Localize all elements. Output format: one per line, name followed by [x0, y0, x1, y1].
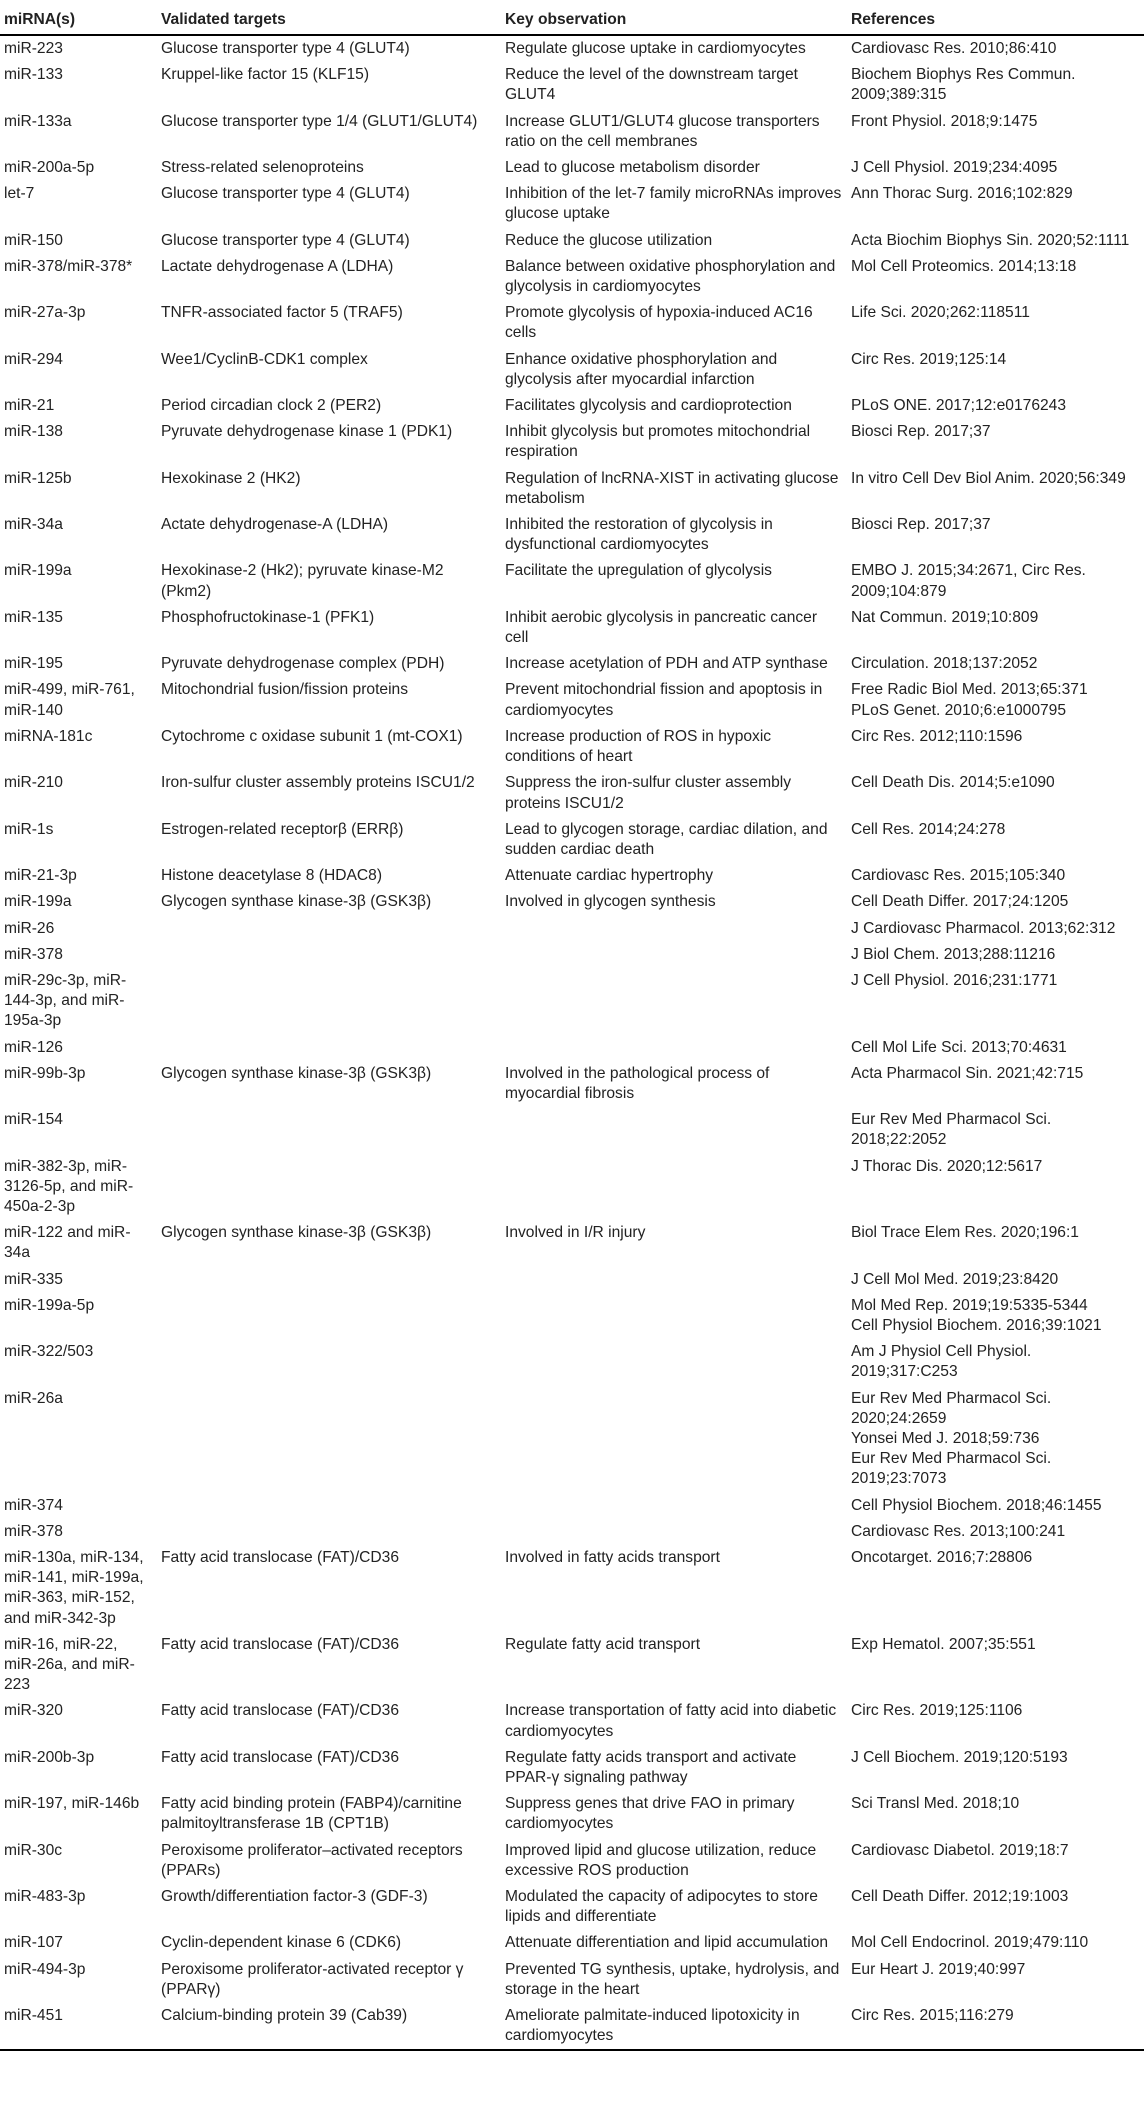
observation-cell: Inhibition of the let-7 family microRNAs improves glucose uptake [505, 185, 842, 223]
table-row [0, 1061, 1144, 1107]
reference-cell: EMBO J. 2015;34:2671, Circ Res. 2009;104:879 [851, 562, 1086, 600]
observation-cell: Involved in the pathological process of myocardial fibrosis [505, 1064, 770, 1102]
table-row [0, 863, 1144, 889]
observation-cell: Facilitate the upregulation of glycolysis [505, 562, 772, 580]
mirna-cell: miR-125b [4, 469, 72, 487]
table-row [0, 181, 1144, 227]
mirna-cell: miR-150 [4, 231, 63, 249]
target-cell: Phosphofructokinase-1 (PFK1) [161, 608, 375, 626]
observation-cell: Increase transportation of fatty acid into diabetic cardiomyocytes [505, 1702, 837, 1740]
observation-cell [501, 1293, 847, 1339]
target-cell: Glycogen synthase kinase-3β (GSK3β) [161, 1224, 432, 1242]
mirna-cell: miR-154 [4, 1111, 63, 1129]
header-key-observation: Key observation [501, 0, 847, 35]
target-cell: Calcium-binding protein 39 (Cab39) [161, 2007, 408, 2025]
target-cell: Cyclin-dependent kinase 6 (CDK6) [161, 1934, 402, 1952]
mirna-cell: miR-335 [4, 1270, 63, 1288]
mirna-cell: miR-133 [4, 66, 63, 84]
reference-cell: Exp Hematol. 2007;35:551 [851, 1635, 1036, 1653]
target-cell: Kruppel-like factor 15 (KLF15) [161, 66, 370, 84]
table-row [0, 300, 1144, 346]
table-row [0, 942, 1144, 968]
table-row [0, 62, 1144, 108]
table-row [0, 1267, 1144, 1293]
target-cell: Glucose transporter type 1/4 (GLUT1/GLUT4) [161, 112, 478, 130]
reference-cell: Cell Death Differ. 2012;19:1003 [851, 1888, 1069, 1906]
mirna-cell: miR-26a [4, 1389, 63, 1407]
observation-cell: Balance between oxidative phosphorylation and glycolysis in cardiomyocytes [505, 257, 836, 296]
table-row [0, 1220, 1144, 1266]
mirna-cell: miR-122 and miR-34a [4, 1224, 131, 1262]
reference-cell: Cell Res. 2014;24:278 [851, 820, 1006, 838]
reference-cell: Cell Mol Life Sci. 2013;70:4631 [851, 1038, 1067, 1056]
target-cell: Estrogen-related receptorβ (ERRβ) [161, 820, 404, 838]
reference-cell: Circ Res. 2019;125:14 [851, 350, 1007, 368]
target-cell [157, 1386, 501, 1493]
reference-cell: Mol Med Rep. 2019;19:5335-5344 Cell Physiol Biochem. 2016;39:1021 [851, 1296, 1102, 1334]
table-row [0, 916, 1144, 942]
mirna-cell: miR-378/miR-378* [4, 257, 133, 275]
reference-cell: Mol Cell Proteomics. 2014;13:18 [851, 257, 1077, 275]
target-cell: Lactate dehydrogenase A (LDHA) [161, 257, 394, 275]
observation-cell: Facilitates glycolysis and cardioprotection [505, 397, 792, 415]
table-row [0, 254, 1144, 300]
observation-cell: Suppress the iron-sulfur cluster assembly proteins ISCU1/2 [505, 774, 792, 812]
table-header [0, 0, 1144, 35]
mirna-cell: miR-200a-5p [4, 159, 95, 177]
observation-cell: Suppress genes that drive FAO in primary cardiomyocytes [505, 1795, 795, 1833]
header-validated-targets: Validated targets [157, 0, 501, 35]
mirna-cell: miR-199a [4, 893, 72, 911]
reference-cell: Cell Death Differ. 2017;24:1205 [851, 893, 1069, 911]
table-row [0, 512, 1144, 558]
mirna-cell: miR-30c [4, 1841, 63, 1859]
target-cell: Pyruvate dehydrogenase complex (PDH) [161, 655, 445, 673]
target-cell: Fatty acid translocase (FAT)/CD36 [161, 1549, 400, 1566]
reference-cell: Life Sci. 2020;262:118511 [851, 304, 1030, 322]
reference-cell: Eur Rev Med Pharmacol Sci. 2020;24:2659 Yonsei Med J. 2018;59:736 Eur Rev Med Pharmacol Sci. 2019;23:7073 [851, 1389, 1052, 1488]
table-row [0, 1791, 1144, 1837]
mirna-cell: miR-135 [4, 608, 63, 626]
mirna-cell: miR-197, miR-146b [4, 1795, 140, 1813]
mirna-cell: miR-499, miR-761, miR-140 [4, 681, 135, 719]
reference-cell: Cardiovasc Res. 2010;86:410 [851, 40, 1057, 57]
target-cell: Glucose transporter type 4 (GLUT4) [161, 231, 410, 249]
target-cell: Wee1/CyclinB-CDK1 complex [161, 350, 368, 368]
mirna-cell: miR-16, miR-22, miR-26a, and miR-223 [4, 1635, 135, 1694]
target-cell: Hexokinase 2 (HK2) [161, 469, 301, 487]
header-references: References [847, 0, 1144, 35]
header-row [0, 0, 1144, 35]
table-row [0, 1035, 1144, 1061]
reference-cell: Ann Thorac Surg. 2016;102:829 [851, 185, 1073, 203]
observation-cell [501, 1035, 847, 1061]
target-cell [157, 1267, 501, 1293]
target-cell: Cytochrome c oxidase subunit 1 (mt-COX1) [161, 727, 463, 745]
observation-cell: Improved lipid and glucose utilization, reduce excessive ROS production [505, 1841, 817, 1879]
reference-cell: Circ Res. 2019;125:1106 [851, 1702, 1023, 1720]
reference-cell: Free Radic Biol Med. 2013;65:371 PLoS Genet. 2010;6:e1000795 [851, 681, 1088, 719]
table-row [0, 1545, 1144, 1632]
target-cell: Glycogen synthase kinase-3β (GSK3β) [161, 1064, 432, 1082]
mirna-cell: let-7 [4, 185, 35, 203]
reference-cell: J Cell Mol Med. 2019;23:8420 [851, 1270, 1059, 1288]
reference-cell: Eur Rev Med Pharmacol Sci. 2018;22:2052 [851, 1111, 1052, 1149]
reference-cell: Cardiovasc Diabetol. 2019;18:7 [851, 1841, 1069, 1859]
observation-cell [501, 916, 847, 942]
mirna-cell: miR-294 [4, 350, 63, 368]
mirna-cell: miR-494-3p [4, 1960, 86, 1978]
target-cell: Growth/differentiation factor-3 (GDF-3) [161, 1888, 428, 1906]
table-row [0, 889, 1144, 915]
observation-cell: Attenuate differentiation and lipid accumulation [505, 1934, 829, 1952]
reference-cell: Biol Trace Elem Res. 2020;196:1 [851, 1224, 1079, 1242]
table-row [0, 2003, 1144, 2049]
target-cell: Period circadian clock 2 (PER2) [161, 397, 382, 415]
observation-cell [501, 1339, 847, 1385]
table-row [0, 677, 1144, 723]
reference-cell: Mol Cell Endocrinol. 2019;479:110 [851, 1934, 1089, 1952]
target-cell: Stress-related selenoproteins [161, 159, 364, 177]
target-cell [157, 968, 501, 1035]
observation-cell: Regulate fatty acid transport [505, 1635, 701, 1653]
table-row [0, 1698, 1144, 1744]
target-cell: Fatty acid translocase (FAT)/CD36 [161, 1748, 400, 1766]
reference-cell: J Thorac Dis. 2020;12:5617 [851, 1157, 1043, 1175]
mirna-cell: miR-107 [4, 1934, 63, 1952]
target-cell [157, 1035, 501, 1061]
observation-cell: Lead to glycogen storage, cardiac dilation, and sudden cardiac death [505, 820, 828, 858]
mirna-cell: miR-99b-3p [4, 1064, 86, 1082]
table-row [0, 968, 1144, 1035]
observation-cell: Ameliorate palmitate-induced lipotoxicity in cardiomyocytes [505, 2007, 800, 2045]
mirna-cell: miR-483-3p [4, 1888, 86, 1906]
observation-cell: Prevent mitochondrial fission and apoptosis in cardiomyocytes [505, 681, 823, 719]
observation-cell: Increase production of ROS in hypoxic conditions of heart [505, 727, 772, 766]
reference-cell: Front Physiol. 2018;9:1475 [851, 112, 1038, 130]
observation-cell [501, 942, 847, 968]
reference-cell: J Cell Physiol. 2019;234:4095 [851, 159, 1058, 177]
target-cell: Glucose transporter type 4 (GLUT4) [161, 185, 410, 203]
table-row [0, 35, 1144, 62]
observation-cell: Involved in glycogen synthesis [505, 893, 716, 911]
reference-cell: PLoS ONE. 2017;12:e0176243 [851, 397, 1067, 415]
target-cell: Peroxisome proliferator-activated receptor γ (PPARγ) [161, 1960, 464, 1998]
reference-cell: Cardiovasc Res. 2013;100:241 [851, 1522, 1066, 1540]
mirna-cell: miR-34a [4, 516, 63, 534]
reference-cell: Circulation. 2018;137:2052 [851, 655, 1038, 673]
target-cell: Hexokinase-2 (Hk2); pyruvate kinase-M2 (Pkm2) [161, 562, 444, 600]
target-cell: Pyruvate dehydrogenase kinase 1 (PDK1) [161, 423, 453, 441]
mirna-cell: miR-382-3p, miR-3126-5p, and miR-450a-2-3p [4, 1157, 134, 1215]
mirna-cell: miR-138 [4, 423, 63, 441]
target-cell: Peroxisome proliferator–activated receptors (PPARs) [161, 1841, 463, 1879]
observation-cell: Lead to glucose metabolism disorder [505, 159, 760, 177]
target-cell: Glucose transporter type 4 (GLUT4) [161, 40, 410, 57]
observation-cell [501, 1519, 847, 1545]
table-row [0, 347, 1144, 393]
observation-cell: Attenuate cardiac hypertrophy [505, 867, 714, 885]
table-row [0, 605, 1144, 651]
table-row [0, 393, 1144, 419]
reference-cell: Circ Res. 2015;116:279 [851, 2007, 1014, 2025]
observation-cell: Increase acetylation of PDH and ATP synthase [505, 655, 828, 673]
table-body [0, 35, 1144, 2049]
table-row [0, 558, 1144, 604]
mirna-cell: miR-199a-5p [4, 1296, 95, 1314]
table-row [0, 155, 1144, 181]
reference-cell: Biochem Biophys Res Commun. 2009;389:315 [851, 66, 1076, 104]
target-cell: Fatty acid translocase (FAT)/CD36 [161, 1702, 400, 1720]
mirna-cell: miR-27a-3p [4, 304, 86, 322]
reference-cell: Biosci Rep. 2017;37 [851, 516, 991, 534]
mirna-cell: miR-200b-3p [4, 1748, 95, 1766]
mirna-cell: miR-29c-3p, miR-144-3p, and miR-195a-3p [4, 971, 127, 1030]
observation-cell: Reduce the level of the downstream target GLUT4 [505, 66, 798, 104]
mirna-cell: miR-210 [4, 774, 63, 792]
table-row [0, 419, 1144, 465]
table-row [0, 1519, 1144, 1545]
observation-cell [501, 1267, 847, 1293]
table-bottom-rule [0, 2049, 1144, 2051]
observation-cell: Inhibit aerobic glycolysis in pancreatic cancer cell [505, 608, 818, 647]
table-row [0, 1386, 1144, 1493]
observation-cell: Regulate fatty acids transport and activate PPAR-γ signaling pathway [505, 1748, 797, 1787]
mirna-cell: miR-451 [4, 2007, 63, 2025]
observation-cell: Modulated the capacity of adipocytes to store lipids and differentiate [505, 1888, 818, 1926]
observation-cell: Reduce the glucose utilization [505, 231, 713, 249]
table-row [0, 724, 1144, 770]
mirna-cell: miR-21-3p [4, 867, 77, 885]
reference-cell: Circ Res. 2012;110:1596 [851, 727, 1023, 745]
reference-cell: Cell Physiol Biochem. 2018;46:1455 [851, 1496, 1102, 1514]
target-cell [157, 916, 501, 942]
target-cell: Fatty acid binding protein (FABP4)/carnitine palmitoyltransferase 1B (CPT1B) [161, 1795, 462, 1833]
table-row [0, 1838, 1144, 1884]
observation-cell: Prevented TG synthesis, uptake, hydrolysis, and storage in the heart [505, 1960, 840, 1998]
table-row [0, 1154, 1144, 1221]
target-cell [157, 942, 501, 968]
reference-cell: Oncotarget. 2016;7:28806 [851, 1549, 1033, 1566]
reference-cell: Cardiovasc Res. 2015;105:340 [851, 867, 1066, 885]
table-row [0, 466, 1144, 512]
mirna-cell: miR-133a [4, 112, 72, 130]
mirna-cell: miR-1s [4, 820, 54, 838]
observation-cell: Increase GLUT1/GLUT4 glucose transporters ratio on the cell membranes [505, 112, 820, 150]
table-row [0, 1632, 1144, 1699]
mirna-cell: miR-223 [4, 40, 63, 57]
mirna-cell: miR-195 [4, 655, 63, 673]
observation-cell [501, 1107, 847, 1153]
target-cell: Iron-sulfur cluster assembly proteins ISCU1/2 [161, 774, 475, 792]
reference-cell: J Biol Chem. 2013;288:11216 [851, 945, 1056, 963]
reference-cell: Am J Physiol Cell Physiol. 2019;317:C253 [851, 1343, 1032, 1381]
mirna-cell: miR-21 [4, 397, 55, 415]
target-cell: Actate dehydrogenase-A (LDHA) [161, 516, 389, 534]
target-cell [157, 1154, 501, 1221]
table-row [0, 1107, 1144, 1153]
reference-cell: Nat Commun. 2019;10:809 [851, 608, 1039, 626]
mirna-cell: miR-378 [4, 945, 63, 963]
table-row [0, 1930, 1144, 1956]
mirna-cell: miR-130a, miR-134, miR-141, miR-199a, miR-363, miR-152, and miR-342-3p [4, 1549, 144, 1627]
reference-cell: Sci Transl Med. 2018;10 [851, 1795, 1020, 1813]
table-row [0, 1745, 1144, 1791]
mirna-cell: miR-126 [4, 1038, 63, 1056]
reference-cell: Biosci Rep. 2017;37 [851, 423, 991, 441]
observation-cell: Inhibit glycolysis but promotes mitochondrial respiration [505, 423, 811, 461]
observation-cell: Inhibited the restoration of glycolysis in dysfunctional cardiomyocytes [505, 516, 773, 554]
observation-cell [501, 1386, 847, 1493]
table-row [0, 1957, 1144, 2003]
observation-cell: Regulate glucose uptake in cardiomyocytes [505, 40, 806, 57]
table-row [0, 109, 1144, 155]
table-row [0, 1493, 1144, 1519]
observation-cell [501, 968, 847, 1035]
mirna-cell: miR-322/503 [4, 1343, 94, 1361]
table-row [0, 817, 1144, 863]
mirna-cell: miR-320 [4, 1702, 63, 1720]
observation-cell [501, 1154, 847, 1221]
header-mirna: miRNA(s) [0, 0, 157, 35]
table-row [0, 1293, 1144, 1339]
table-row [0, 1884, 1144, 1930]
mirna-cell: miRNA-181c [4, 727, 93, 745]
target-cell: Fatty acid translocase (FAT)/CD36 [161, 1635, 400, 1653]
target-cell [157, 1339, 501, 1385]
reference-cell: In vitro Cell Dev Biol Anim. 2020;56:349 [851, 469, 1126, 487]
target-cell [157, 1293, 501, 1339]
target-cell: TNFR-associated factor 5 (TRAF5) [161, 304, 403, 322]
observation-cell: Involved in fatty acids transport [505, 1549, 720, 1566]
table-row [0, 770, 1144, 816]
observation-cell: Involved in I/R injury [505, 1224, 646, 1242]
table-row [0, 228, 1144, 254]
reference-cell: Acta Biochim Biophys Sin. 2020;52:1111 [851, 231, 1130, 249]
reference-cell: Eur Heart J. 2019;40:997 [851, 1960, 1026, 1978]
observation-cell: Promote glycolysis of hypoxia-induced AC16 cells [505, 304, 813, 342]
mirna-cell: miR-374 [4, 1496, 63, 1514]
reference-cell: Acta Pharmacol Sin. 2021;42:715 [851, 1064, 1084, 1082]
mirna-cell: miR-26 [4, 919, 55, 937]
mirna-cell: miR-199a [4, 562, 72, 580]
reference-cell: J Cell Biochem. 2019;120:5193 [851, 1748, 1068, 1766]
reference-cell: J Cell Physiol. 2016;231:1771 [851, 971, 1058, 989]
observation-cell [501, 1493, 847, 1519]
target-cell: Glycogen synthase kinase-3β (GSK3β) [161, 893, 432, 911]
target-cell [157, 1107, 501, 1153]
reference-cell: Cell Death Dis. 2014;5:e1090 [851, 774, 1055, 792]
table-row [0, 651, 1144, 677]
table-row [0, 1339, 1144, 1385]
target-cell: Histone deacetylase 8 (HDAC8) [161, 867, 383, 885]
observation-cell: Enhance oxidative phosphorylation and glycolysis after myocardial infarction [505, 350, 778, 388]
target-cell [157, 1519, 501, 1545]
target-cell: Mitochondrial fusion/fission proteins [161, 681, 409, 699]
reference-cell: J Cardiovasc Pharmacol. 2013;62:312 [851, 919, 1116, 937]
target-cell [157, 1493, 501, 1519]
mirna-cell: miR-378 [4, 1522, 63, 1540]
observation-cell: Regulation of lncRNA-XIST in activating glucose metabolism [505, 469, 839, 507]
